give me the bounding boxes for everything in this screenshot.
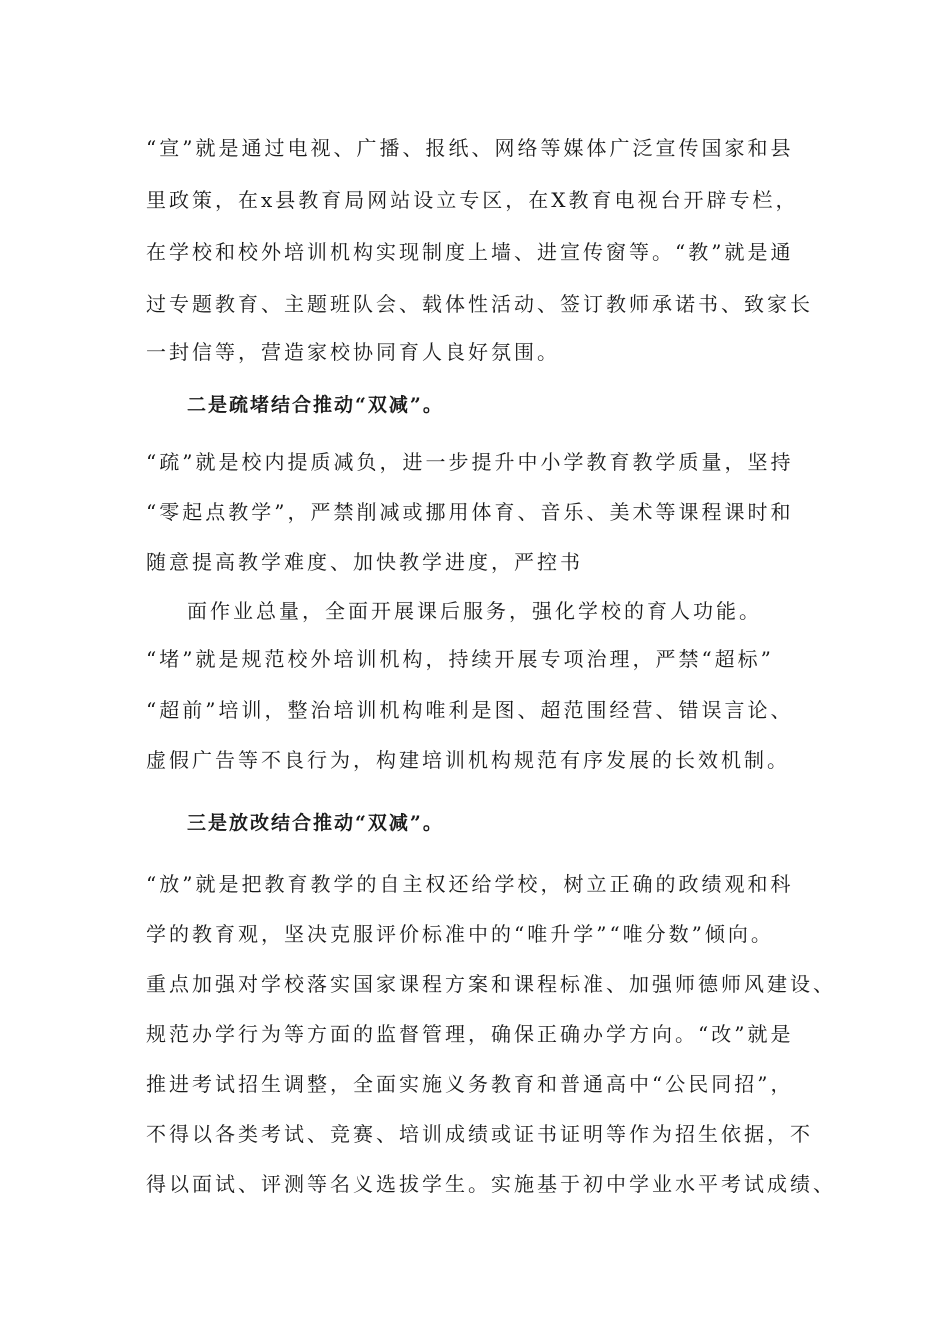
paragraph-line: 里政策，在x县教育局网站设立专区，在X教育电视台开辟专栏， bbox=[146, 188, 799, 212]
paragraph-line: 面作业总量，全面开展课后服务，强化学校的育人功能。 bbox=[187, 599, 762, 623]
paragraph-line: 学的教育观，坚决克服评价标准中的“唯升学”“唯分数”倾向。 bbox=[146, 922, 774, 946]
paragraph-line: “疏”就是校内提质减负，进一步提升中小学教育教学质量，坚持 bbox=[146, 450, 794, 474]
paragraph-line: 推进考试招生调整，全面实施义务教育和普通高中“公民同招”， bbox=[146, 1072, 794, 1096]
paragraph-line: 一封信等，营造家校协同育人良好氛围。 bbox=[146, 340, 560, 364]
paragraph-line: “超前”培训，整治培训机构唯利是图、超范围经营、错误言论、 bbox=[146, 698, 794, 722]
paragraph-line: “堵”就是规范校外培训机构，持续开展专项治理，严禁“超标” bbox=[146, 647, 774, 671]
paragraph-line: 在学校和校外培训机构实现制度上墙、进宣传窗等。“教”就是通 bbox=[146, 240, 794, 264]
paragraph-line: 随意提高教学难度、加快教学进度，严控书 bbox=[146, 550, 583, 574]
paragraph-line: 虚假广告等不良行为，构建培训机构规范有序发展的长效机制。 bbox=[146, 748, 790, 772]
paragraph-line: 重点加强对学校落实国家课程方案和课程标准、加强师德师风建设、 bbox=[146, 972, 836, 996]
paragraph-line: 得以面试、评测等名义选拔学生。实施基于初中学业水平考试成绩、 bbox=[146, 1172, 836, 1196]
section-heading: 二是疏堵结合推动“双减”。 bbox=[187, 394, 444, 416]
paragraph-line: “零起点教学”，严禁削减或挪用体育、音乐、美术等课程课时和 bbox=[146, 500, 794, 524]
paragraph-line: “放”就是把教育教学的自主权还给学校，树立正确的政绩观和科 bbox=[146, 872, 794, 896]
paragraph-line: 不得以各类考试、竞赛、培训成绩或证书证明等作为招生依据，不 bbox=[146, 1122, 813, 1146]
paragraph-line: 规范办学行为等方面的监督管理，确保正确办学方向。“改”就是 bbox=[146, 1022, 794, 1046]
paragraph-line: 过专题教育、主题班队会、载体性活动、签订教师承诺书、致家长 bbox=[146, 292, 813, 316]
paragraph-line: “宣”就是通过电视、广播、报纸、网络等媒体广泛宣传国家和县 bbox=[146, 136, 794, 160]
section-heading: 三是放改结合推动“双减”。 bbox=[187, 812, 444, 834]
